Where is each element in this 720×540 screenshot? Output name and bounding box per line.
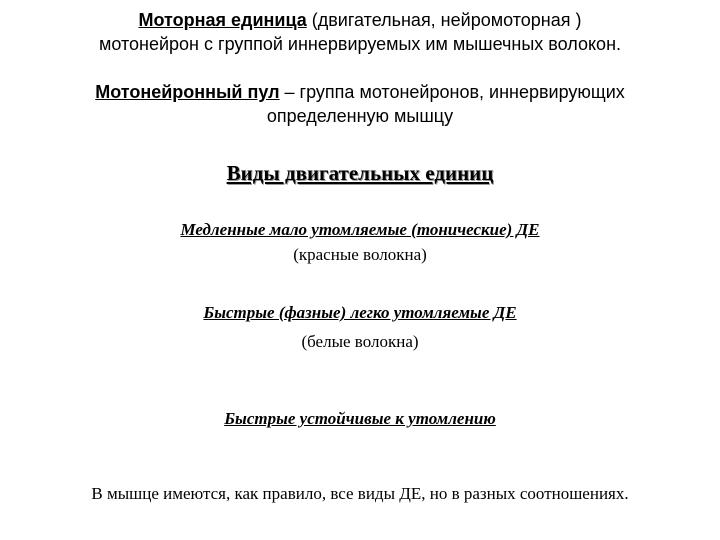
- motoneuron-pool-definition-line1: [0, 81, 720, 103]
- motor-unit-term: Моторная единица: [138, 10, 307, 30]
- section-heading: Виды двигательных единиц: [226, 161, 494, 185]
- motor-unit-synonyms: (двигательная, нейромоторная ): [306, 10, 582, 30]
- motoneuron-pool-description: – группа мотонейронов, иннервирующих: [279, 82, 625, 102]
- footer-note: В мышце имеются, как правило, все виды ДЕ, но в разных соотношениях.: [91, 484, 629, 503]
- unit-type-fast-fatigable-name: Быстрые (фазные) легко утомляемые ДЕ: [203, 303, 517, 322]
- motoneuron-pool-definition-line2: определенную мышцу: [266, 106, 454, 126]
- unit-type-fast-fatigable-note: (белые волокна): [301, 332, 419, 351]
- unit-type-fast-resistant-name: Быстрые устойчивые к утомлению: [224, 409, 496, 428]
- motor-unit-definition-line1: [0, 9, 720, 31]
- motoneuron-pool-term: Мотонейронный пул: [95, 82, 280, 102]
- unit-type-slow-note: (красные волокна): [293, 245, 427, 264]
- unit-type-slow-name: Медленные мало утомляемые (тонические) ДЕ: [180, 220, 540, 239]
- motor-unit-definition-line2: мотонейрон с группой иннервируемых им мышечных волокон.: [98, 34, 622, 54]
